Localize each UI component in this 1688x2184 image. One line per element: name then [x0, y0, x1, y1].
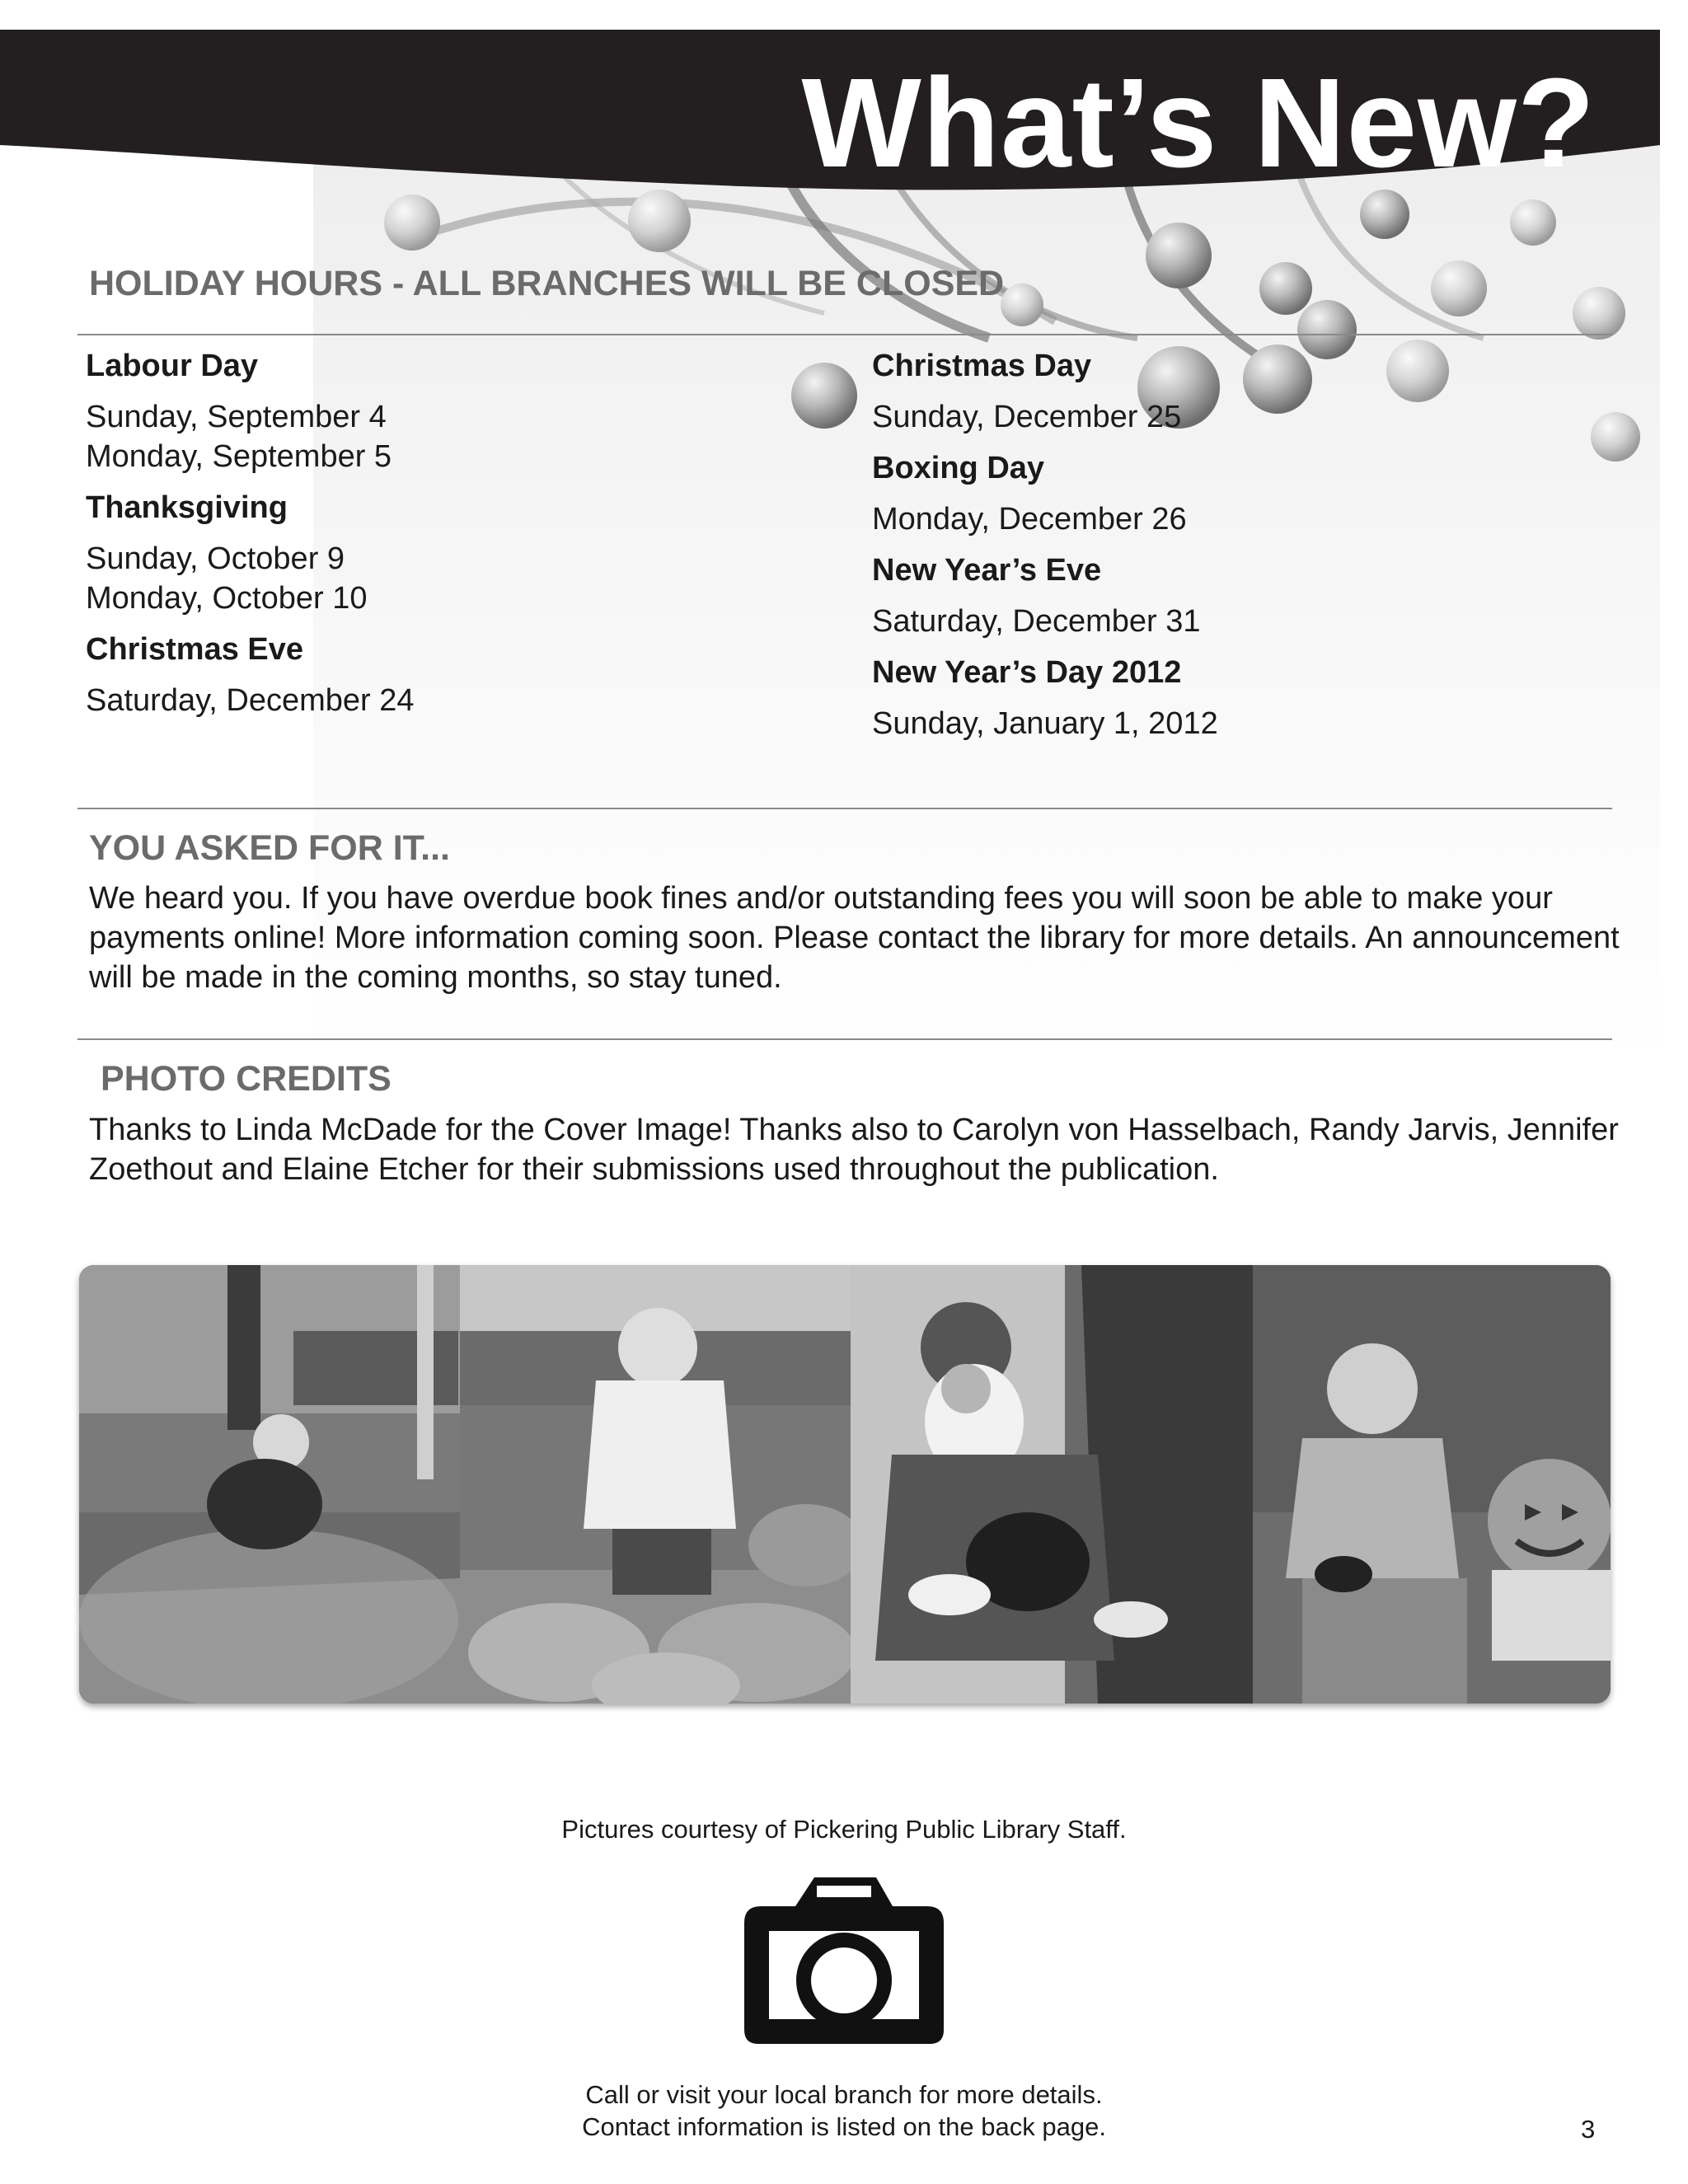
- holiday-hours-heading: HOLIDAY HOURS - ALL BRANCHES WILL BE CLOSED: [89, 264, 1005, 303]
- photo-baby-in-leaves: [79, 1265, 460, 1704]
- holiday-date: Sunday, September 4: [86, 400, 387, 434]
- holiday-date: Sunday, October 9: [86, 541, 345, 576]
- holiday-date: Monday, September 5: [86, 439, 392, 474]
- holiday-name: Christmas Day: [872, 349, 1092, 383]
- holiday-date: Saturday, December 24: [86, 683, 415, 718]
- photo-credits-heading: PHOTO CREDITS: [101, 1059, 392, 1099]
- photo-strip: [79, 1265, 1611, 1704]
- holiday-name: New Year’s Day 2012: [872, 655, 1182, 690]
- section-divider: [77, 334, 1612, 335]
- holiday-name: Thanksgiving: [86, 490, 288, 525]
- holiday-item: [872, 653, 1218, 743]
- camera-icon: [736, 1869, 952, 2050]
- holiday-name: Christmas Eve: [86, 632, 304, 667]
- header-banner: [0, 30, 1660, 194]
- photo-child-jack-o-lantern: [1253, 1265, 1611, 1704]
- holiday-list-left: [86, 346, 415, 732]
- holiday-name: Boxing Day: [872, 451, 1045, 485]
- you-asked-heading: YOU ASKED FOR IT...: [89, 828, 450, 868]
- page-number: 3: [1581, 2115, 1596, 2144]
- holiday-item: [872, 551, 1218, 641]
- photo-child-pumpkin-patch: [460, 1265, 851, 1704]
- holiday-date: Sunday, January 1, 2012: [872, 706, 1218, 741]
- section-divider: [77, 1038, 1612, 1040]
- holiday-list-right: [872, 346, 1218, 755]
- section-divider: [77, 808, 1612, 809]
- holiday-name: New Year’s Eve: [872, 553, 1102, 588]
- holiday-date: Monday, October 10: [86, 581, 368, 616]
- holiday-name: Labour Day: [86, 349, 259, 383]
- holiday-item: [872, 346, 1218, 437]
- holiday-item: [86, 488, 415, 618]
- holiday-item: [872, 448, 1218, 539]
- holiday-date: Sunday, December 25: [872, 400, 1182, 434]
- holiday-date: Monday, December 26: [872, 502, 1187, 537]
- photo-credits-body: Thanks to Linda McDade for the Cover Image! Thanks also to Carolyn von Hasselbach, Randy Jarvis, Jennifer Zoethout and Elaine Etcher for their submissions used throughout the publication.: [89, 1113, 1619, 1187]
- holiday-item: [86, 346, 415, 476]
- pictures-caption: Pictures courtesy of Pickering Public Library Staff.: [561, 1815, 1127, 1844]
- contact-line-1: Call or visit your local branch for more details.: [585, 2080, 1103, 2109]
- photo-santa-with-dog: [851, 1265, 1253, 1704]
- page-title: What’s New?: [801, 52, 1596, 194]
- holiday-item: [86, 630, 415, 720]
- contact-line-2: Contact information is listed on the back page.: [582, 2112, 1106, 2141]
- you-asked-body: We heard you. If you have overdue book fines and/or outstanding fees you will soon be able to make your payments online! More information coming soon. Please contact the library for more details. An announcement will be made in the coming months, so stay tuned.: [89, 881, 1620, 995]
- holiday-date: Saturday, December 31: [872, 604, 1201, 639]
